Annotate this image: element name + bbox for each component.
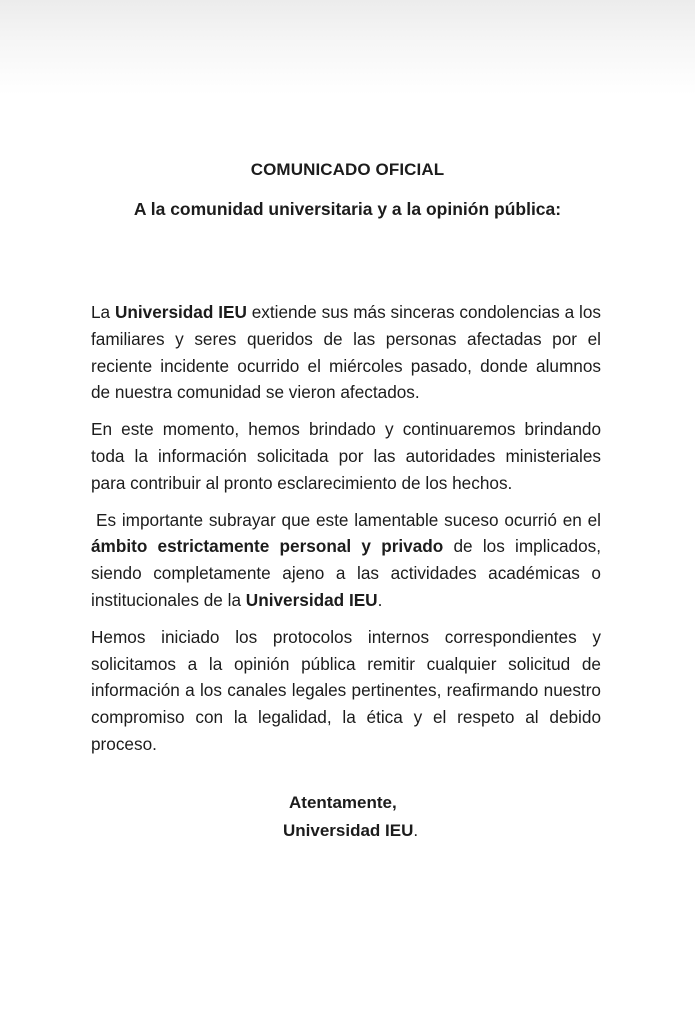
paragraph-cooperation <box>91 416 601 496</box>
text-segment: Hemos iniciado los protocolos internos correspondientes y solicitamos a la opinión pública remitir cualquier solicitud de información a los canales legales pertinentes, reafirmando nuestro compromiso con la legalidad, la ética y el respeto al debido proceso. <box>91 626 601 754</box>
document-closing <box>0 789 695 845</box>
document-body <box>91 299 601 768</box>
closing-regards: Atentamente, <box>289 793 397 812</box>
document-addressee: A la comunidad universitaria y a la opinión pública: <box>133 199 562 219</box>
signer-period: . <box>413 821 419 840</box>
paragraph-condolences <box>91 299 601 406</box>
paragraph-clarification <box>91 507 601 614</box>
signer-name: Universidad IEU <box>283 821 414 840</box>
university-name-bold: Universidad IEU <box>245 589 378 610</box>
text-segment: En este momento, hemos brindado y continuaremos brindando toda la información solicitada por las autoridades ministeriales para contribuir al pronto esclarecimiento de los hechos. <box>91 419 601 493</box>
text-segment: Es importante subrayar que este lamentable suceso ocurrió en el <box>96 509 601 530</box>
paragraph-protocols <box>91 624 601 758</box>
text-segment: La <box>91 302 115 322</box>
closing-signer <box>0 817 695 845</box>
text-segment: . <box>377 589 383 610</box>
document-title: COMUNICADO OFICIAL <box>250 160 445 179</box>
text-segment: de los implicados, siendo completamente ajeno a las actividades académicas o institucionales de la <box>91 536 602 610</box>
private-scope-bold: ámbito estrictamente personal y privado <box>91 536 444 557</box>
university-name-bold: Universidad IEU <box>114 302 247 322</box>
text-segment: extiende sus más sinceras condolencias a los familiares y seres queridos de las personas afectadas por el reciente incidente ocurrido el miércoles pasado, donde alumnos de nuestra comunidad se vieron afectados. <box>91 302 601 403</box>
